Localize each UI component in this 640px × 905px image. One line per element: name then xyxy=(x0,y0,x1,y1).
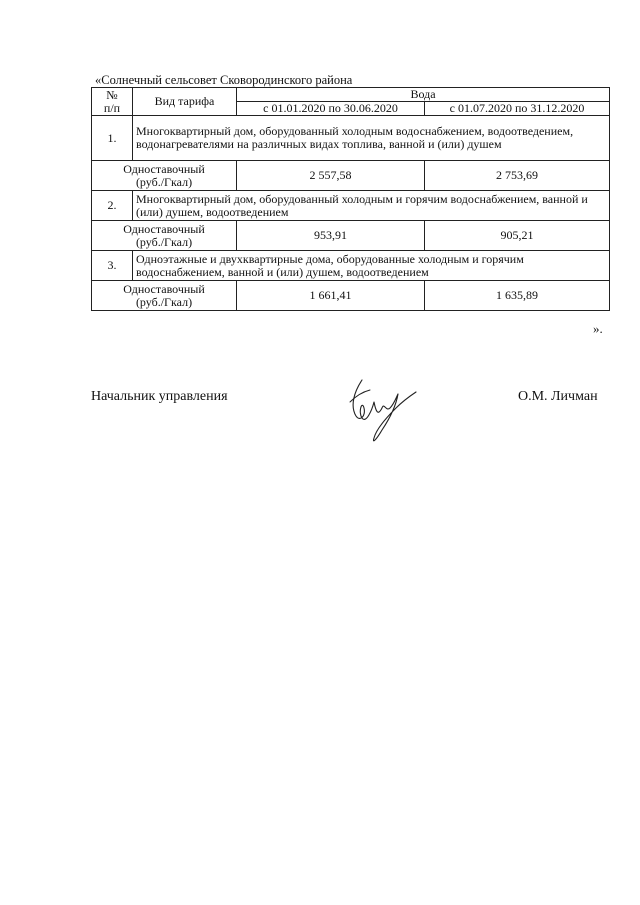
group-3-value-1: 1 661,41 xyxy=(237,281,425,311)
rate-label-line1: Одноставочный xyxy=(123,281,205,296)
group-3-value-2: 1 635,89 xyxy=(425,281,610,311)
rate-label-line1: Одноставочный xyxy=(123,161,205,176)
group-1-num: 1. xyxy=(92,116,133,161)
group-1-value-1: 2 557,58 xyxy=(237,161,425,191)
group-2-description: Многоквартирный дом, оборудованный холодным и горячим водоснабжением, ванной и (или) душем, водоотведением xyxy=(133,191,610,221)
group-3-num: 3. xyxy=(92,251,133,281)
group-2-value-1: 953,91 xyxy=(237,221,425,251)
header-period-1: с 01.01.2020 по 30.06.2020 xyxy=(237,102,425,116)
document-heading: «Солнечный сельсовет Сковородинского района xyxy=(95,73,353,87)
handwritten-signature xyxy=(340,372,430,450)
signatory-name: О.М. Личман xyxy=(518,389,598,404)
group-1-rate-row xyxy=(92,161,610,191)
rate-label-line2: (руб./Гкал) xyxy=(135,234,193,249)
group-2-description-row xyxy=(92,191,610,221)
tariff-table xyxy=(91,87,610,311)
group-1-value-2: 2 753,69 xyxy=(425,161,610,191)
group-2-value-2: 905,21 xyxy=(425,221,610,251)
group-3-rate-label xyxy=(92,281,237,311)
group-1-description: Многоквартирный дом, оборудованный холодным водоснабжением, водоотведением, водонагревателями на различных видах топлива, ванной и (или) душем xyxy=(133,116,610,161)
group-1-rate-label xyxy=(92,161,237,191)
header-resource: Вода xyxy=(237,88,610,102)
rate-label-line1: Одноставочный xyxy=(123,221,205,236)
group-3-rate-row xyxy=(92,281,610,311)
header-num-line2: п/п xyxy=(103,100,121,115)
closing-quote: ». xyxy=(593,321,603,336)
rate-label-line2: (руб./Гкал) xyxy=(135,294,193,309)
group-1-description-row xyxy=(92,116,610,161)
header-period-2: с 01.07.2020 по 31.12.2020 xyxy=(425,102,610,116)
group-2-rate-row xyxy=(92,221,610,251)
header-num xyxy=(92,88,133,116)
group-3-description-row xyxy=(92,251,610,281)
rate-label-line2: (руб./Гкал) xyxy=(135,174,193,189)
header-tariff-type: Вид тарифа xyxy=(133,88,237,116)
group-3-description: Одноэтажные и двухквартирные дома, оборудованные холодным и горячим водоснабжением, ванной и (или) душем, водоотведением xyxy=(133,251,610,281)
group-2-num: 2. xyxy=(92,191,133,221)
signatory-position: Начальник управления xyxy=(91,389,228,404)
header-num-line1: № xyxy=(106,87,118,102)
group-2-rate-label xyxy=(92,221,237,251)
